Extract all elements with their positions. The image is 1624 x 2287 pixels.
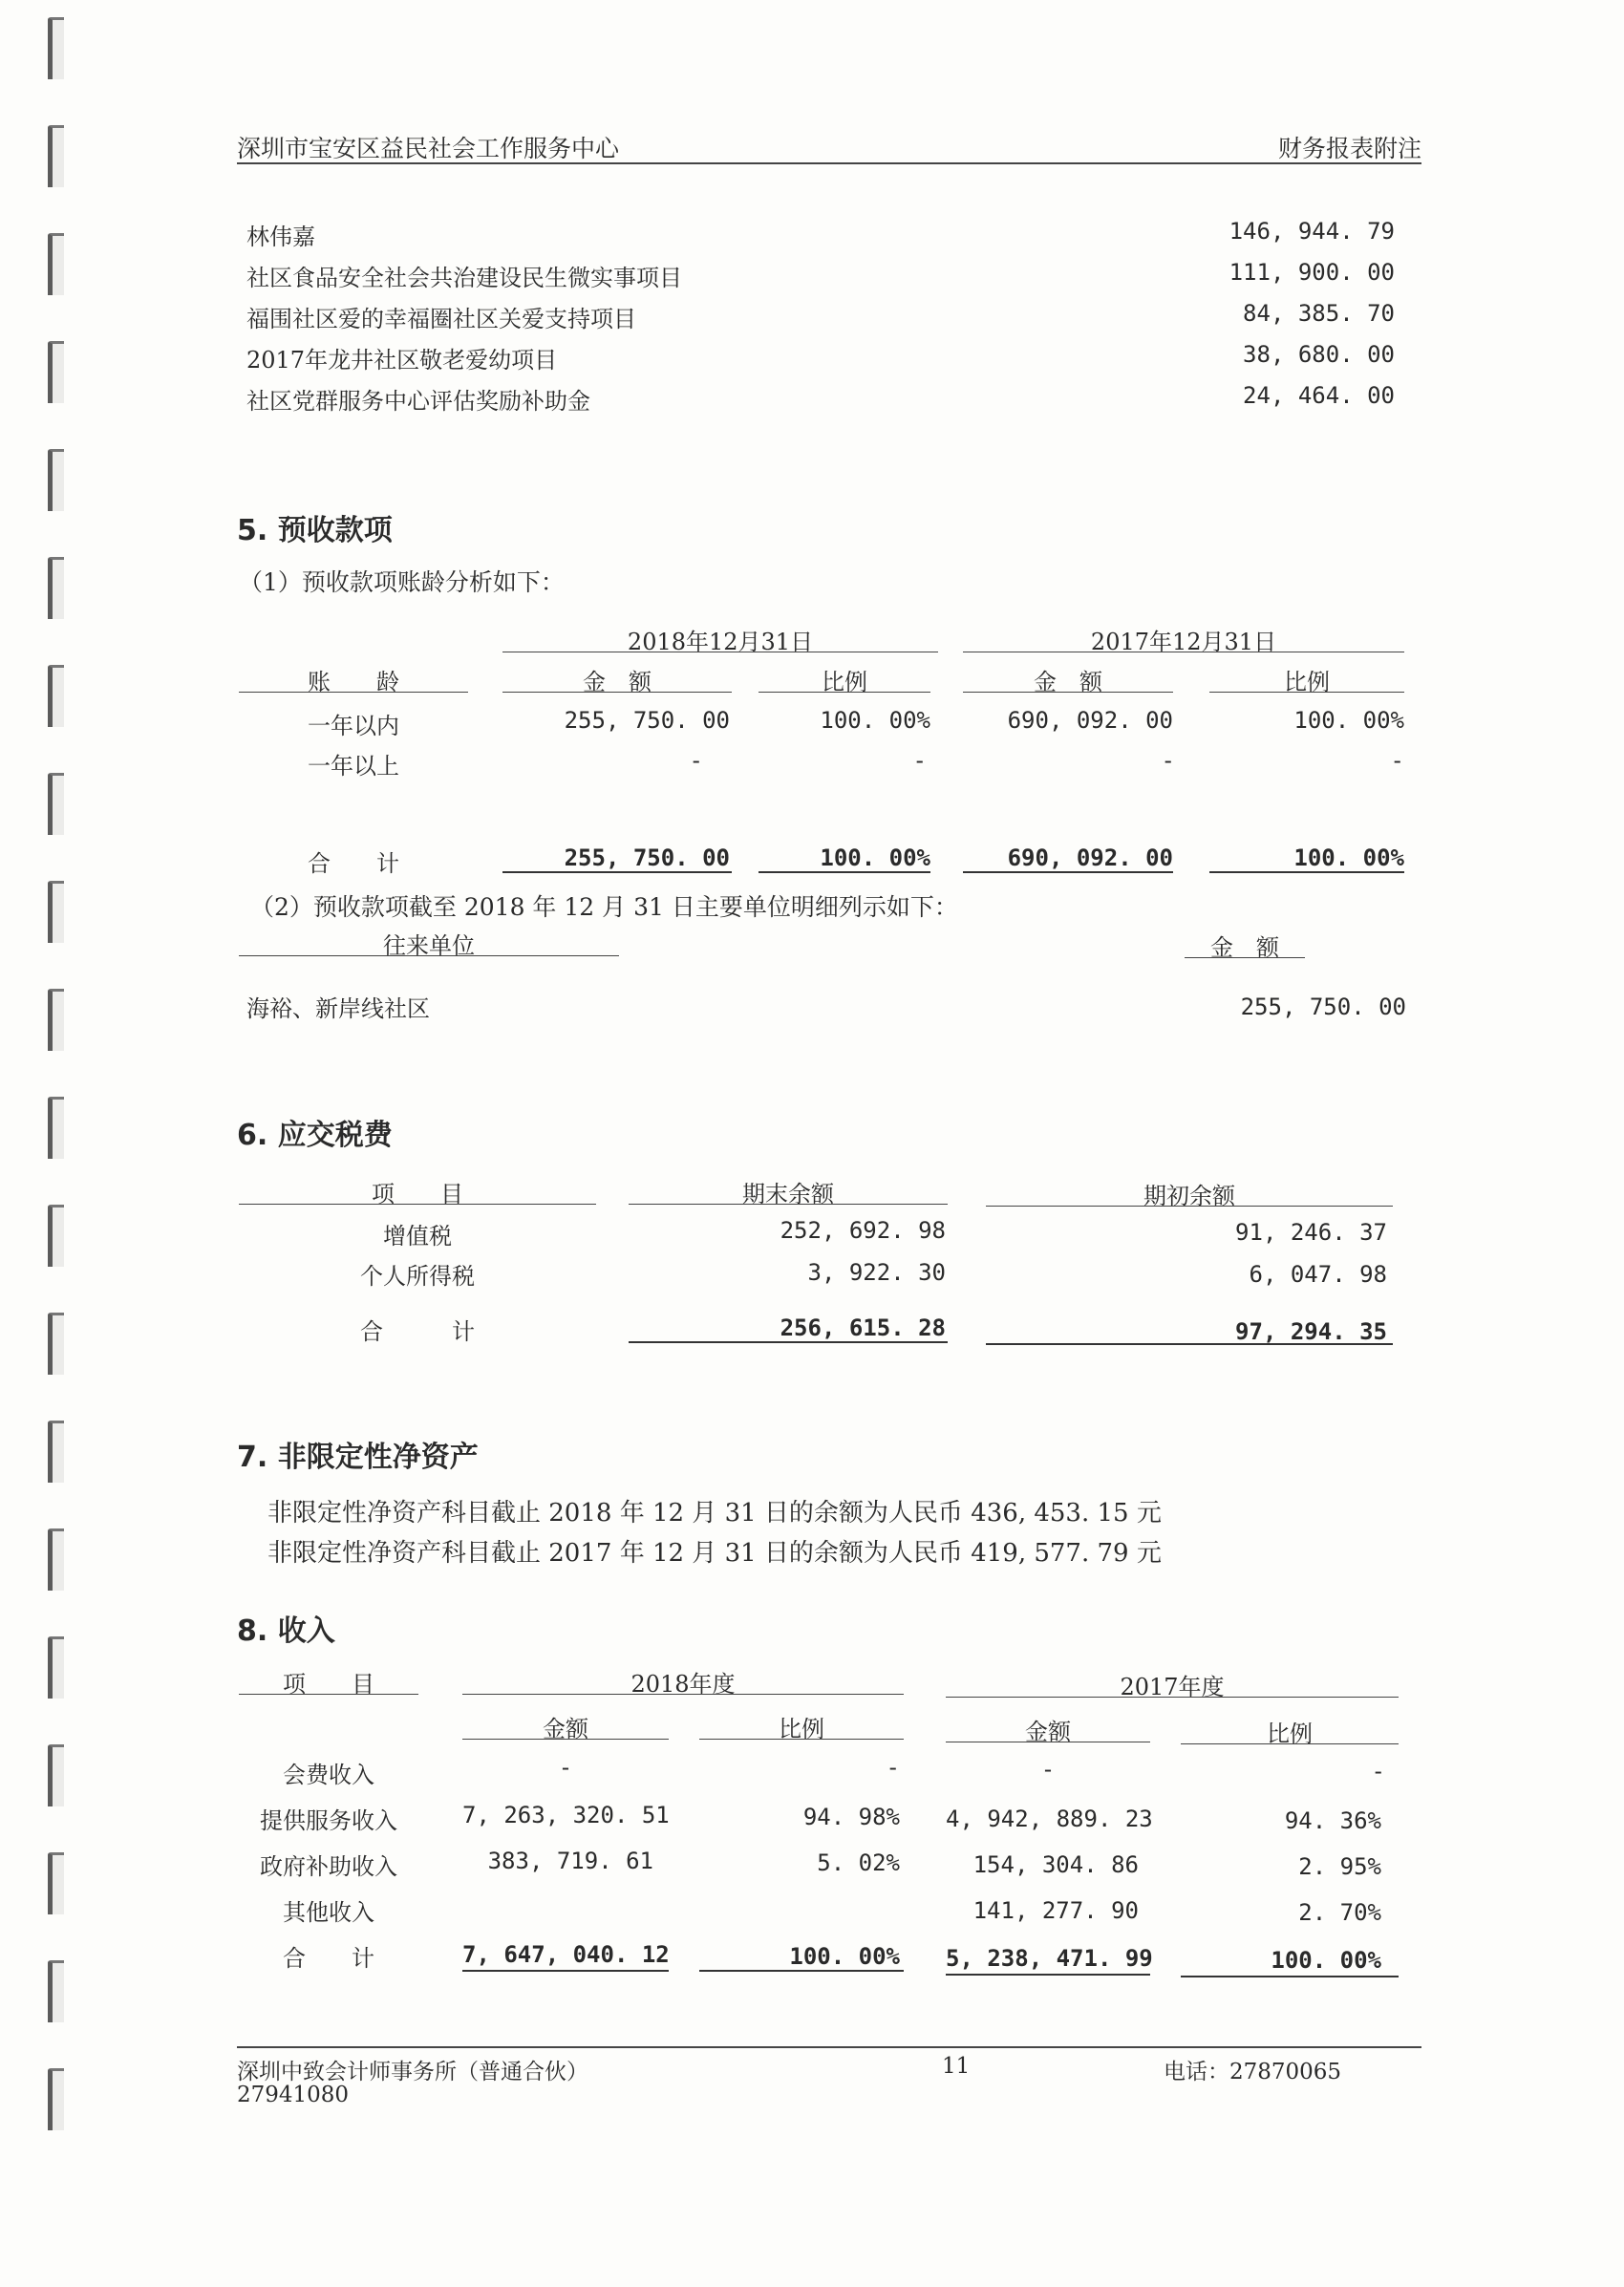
binding-hole [48, 125, 64, 187]
total-label: 合 计 [308, 850, 399, 877]
binding-hole [48, 1960, 64, 2022]
col-rule [963, 692, 1173, 693]
row-ratio-2017: 94. 36% [1284, 1807, 1381, 1834]
total-ratio-2017: 100. 00% [1271, 1947, 1381, 1974]
fax-number: 27941080 [237, 2083, 350, 2107]
col-amount-2017: 金 额 [1034, 669, 1102, 695]
total-rule [462, 1970, 669, 1972]
row-item: 增值税 [383, 1223, 452, 1250]
page-number: 11 [942, 2054, 971, 2079]
row-ratio-2018: 100. 00% [820, 707, 930, 734]
binding-hole [48, 1205, 64, 1267]
col-item: 项 目 [372, 1181, 463, 1208]
row-ratio-2017: - [1371, 1758, 1385, 1785]
binding-hole [48, 989, 64, 1051]
organization-name: 深圳市宝安区益民社会工作服务中心 [237, 135, 620, 162]
total-rule [629, 1341, 948, 1343]
col-age: 账 龄 [308, 669, 399, 695]
row-amount-2018: - [558, 1754, 573, 1781]
year-2017-header: 2017年度 [1120, 1674, 1225, 1700]
binding-hole [48, 17, 64, 79]
col-amount-2017: 金额 [1025, 1719, 1071, 1745]
col-rule [239, 1204, 596, 1205]
balance-2018-text: 非限定性净资产科目截止 2018 年 12 月 31 日的余额为人民币 436, 453. 15 元 [267, 1499, 1162, 1528]
period-2017-header: 2017年12月31日 [1090, 629, 1277, 655]
binding-hole [48, 881, 64, 943]
col-rule [239, 1694, 418, 1695]
subsection-aging: （1）预收款项账龄分析如下： [239, 568, 565, 596]
row-amount-2017: 690, 092. 00 [1007, 707, 1173, 734]
total-label: 合 计 [360, 1318, 475, 1345]
year-rule [946, 1697, 1399, 1698]
page-footer [237, 2046, 1421, 2107]
col-rule [1185, 957, 1305, 958]
row-amount-2018: - [689, 747, 703, 774]
total-ratio-2018: 100. 00% [789, 1943, 900, 1970]
row-amount-2017: 4, 942, 889. 23 [946, 1806, 1153, 1832]
list-item-amount: 146, 944. 79 [1229, 218, 1395, 245]
page-header [237, 122, 1421, 164]
col-rule [239, 692, 468, 693]
row-amount-2018: 383, 719. 61 [487, 1848, 653, 1874]
binding-hole [48, 773, 64, 835]
row-ratio-2017: 100. 00% [1293, 707, 1404, 734]
row-item: 其他收入 [283, 1899, 374, 1926]
col-rule [239, 955, 619, 956]
binding-hole [48, 1636, 64, 1699]
binding-hole [48, 449, 64, 511]
col-rule [699, 1739, 904, 1740]
total-end: 256, 615. 28 [780, 1314, 946, 1341]
col-item: 项 目 [283, 1671, 374, 1698]
col-rule [502, 692, 732, 693]
col-end-balance: 期末余额 [742, 1181, 834, 1208]
col-amount-2018: 金 额 [583, 669, 652, 695]
col-unit-amount: 金 额 [1210, 934, 1279, 961]
report-page [237, 0, 1421, 2287]
detail-amount: 255, 750. 00 [1240, 994, 1406, 1020]
section-title: 5. 预收款项 [237, 514, 393, 547]
total-label: 合 计 [283, 1945, 374, 1972]
total-ratio-2018: 100. 00% [820, 844, 930, 871]
binding-hole [48, 341, 64, 403]
row-item: 个人所得税 [360, 1263, 475, 1290]
col-rule [1209, 692, 1404, 693]
total-rule [1181, 1976, 1399, 1977]
row-age: 一年以上 [308, 753, 399, 780]
section-title: 6. 应交税费 [237, 1119, 393, 1152]
row-item: 会费收入 [283, 1762, 374, 1788]
binding-hole [48, 233, 64, 295]
detail-unit: 海裕、新岸线社区 [246, 995, 430, 1022]
binding-hole [48, 2068, 64, 2130]
col-rule [759, 692, 930, 693]
firm-name: 深圳中致会计师事务所（普通合伙） [237, 2060, 588, 2084]
row-item: 政府补助收入 [260, 1853, 397, 1880]
row-ratio-2017: - [1390, 747, 1404, 774]
col-ratio-2018: 比例 [779, 1716, 824, 1742]
total-rule [946, 1974, 1150, 1976]
phone-number: 电话：27870065 [1164, 2060, 1342, 2084]
total-rule [699, 1970, 904, 1972]
list-item-name: 林伟嘉 [246, 224, 315, 250]
row-ratio-2018: 94. 98% [802, 1804, 900, 1830]
row-ratio-2017: 2. 70% [1298, 1899, 1381, 1926]
binding-hole [48, 1852, 64, 1914]
total-rule [986, 1343, 1393, 1345]
binding-hole [48, 1097, 64, 1159]
total-ratio-2017: 100. 00% [1293, 844, 1404, 871]
total-amount-2017: 690, 092. 00 [1007, 844, 1173, 871]
section-title: 8. 收入 [237, 1614, 335, 1648]
binding-hole [48, 665, 64, 727]
binding-hole [48, 1744, 64, 1806]
row-amount-2017: 154, 304. 86 [972, 1851, 1139, 1878]
row-ratio-2018: 5. 02% [817, 1849, 900, 1876]
row-ratio-2018: - [886, 1754, 900, 1781]
balance-2017-text: 非限定性净资产科目截止 2017 年 12 月 31 日的余额为人民币 419, 577. 79 元 [267, 1539, 1162, 1568]
col-unit: 往来单位 [383, 932, 475, 959]
list-item-amount: 38, 680. 00 [1243, 341, 1395, 368]
row-amount-2017: 141, 277. 90 [972, 1897, 1139, 1924]
total-rule [759, 871, 930, 873]
total-rule [963, 871, 1173, 873]
col-rule [629, 1204, 948, 1205]
binding-hole [48, 1421, 64, 1483]
list-item-name: 2017年龙井社区敬老爱幼项目 [246, 347, 558, 374]
list-item-name: 福围社区爱的幸福圈社区关爱支持项目 [246, 306, 636, 332]
col-ratio-2017: 比例 [1267, 1721, 1313, 1747]
binding-holes [44, 0, 73, 2287]
total-amount-2018: 7, 647, 040. 12 [462, 1941, 670, 1968]
col-rule [1181, 1743, 1399, 1744]
subsection-detail: （2）预收款项截至 2018 年 12 月 31 日主要单位明细列示如下： [250, 893, 958, 921]
section-title: 7. 非限定性净资产 [237, 1441, 479, 1474]
row-amount-2018: 255, 750. 00 [564, 707, 730, 734]
row-age: 一年以内 [308, 713, 399, 739]
row-end: 3, 922. 30 [807, 1259, 946, 1286]
row-begin: 6, 047. 98 [1249, 1261, 1387, 1288]
row-amount-2018: 7, 263, 320. 51 [462, 1802, 670, 1828]
list-item-amount: 84, 385. 70 [1243, 300, 1395, 327]
year-2018-header: 2018年度 [630, 1671, 736, 1698]
col-ratio-2017: 比例 [1284, 669, 1330, 695]
col-rule [462, 1739, 669, 1740]
row-end: 252, 692. 98 [780, 1217, 946, 1244]
row-amount-2017: - [1161, 747, 1175, 774]
total-amount-2017: 5, 238, 471. 99 [946, 1945, 1153, 1972]
row-amount-2017: - [1040, 1756, 1056, 1783]
col-rule [986, 1206, 1393, 1207]
col-amount-2018: 金额 [543, 1716, 588, 1742]
col-begin-balance: 期初余额 [1143, 1183, 1235, 1209]
total-rule [502, 871, 732, 873]
binding-hole [48, 1313, 64, 1375]
total-begin: 97, 294. 35 [1235, 1318, 1387, 1345]
row-ratio-2017: 2. 95% [1298, 1853, 1381, 1880]
list-item-name: 社区食品安全社会共治建设民生微实事项目 [246, 265, 682, 291]
year-rule [462, 1694, 904, 1695]
binding-hole [48, 557, 64, 619]
list-item-name: 社区党群服务中心评估奖励补助金 [246, 388, 590, 415]
total-amount-2018: 255, 750. 00 [564, 844, 730, 871]
col-ratio-2018: 比例 [822, 669, 867, 695]
binding-hole [48, 1528, 64, 1591]
row-item: 提供服务收入 [260, 1807, 397, 1834]
row-begin: 91, 246. 37 [1235, 1219, 1387, 1246]
document-title: 财务报表附注 [1277, 135, 1421, 162]
list-item-amount: 111, 900. 00 [1229, 259, 1395, 286]
period-2018-header: 2018年12月31日 [627, 629, 814, 655]
list-item-amount: 24, 464. 00 [1243, 382, 1395, 409]
row-ratio-2018: - [912, 747, 927, 774]
total-rule [1209, 871, 1404, 873]
